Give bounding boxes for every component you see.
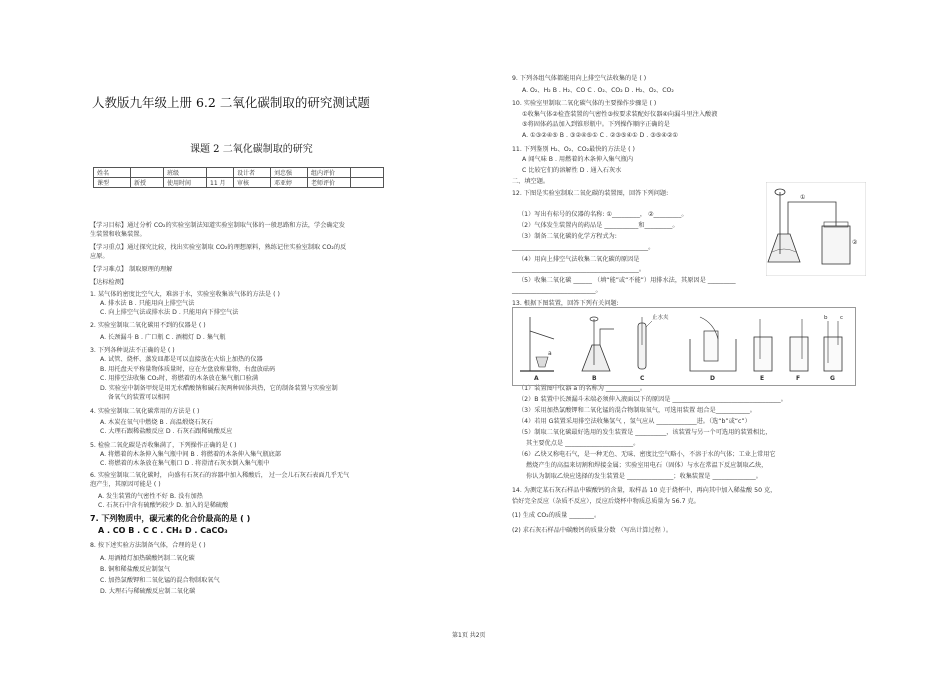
text-line: （2）B 装置中长颈漏斗末端必须伸入液面以下的原因是 ___________________________________。 bbox=[518, 396, 787, 403]
text-line: B. 铜和稀盐酸反应制氢气 bbox=[100, 566, 171, 573]
text-line: 你认为制取乙炔应选择的发生装置是 _______________；收集装置是 ______________。 bbox=[526, 473, 762, 480]
q13-apparatus-figure bbox=[514, 309, 854, 382]
table-cell: 姓名 bbox=[94, 168, 131, 178]
text-line: （3）采用加热氯酸钾和二氧化锰的混合物制取氧气，可选用装置 组合是___________。 bbox=[518, 407, 756, 414]
table-cell: 邓亚婷 bbox=[271, 178, 308, 188]
table-cell: 设计者 bbox=[234, 168, 271, 178]
label-c: c bbox=[840, 315, 844, 321]
table-cell bbox=[131, 168, 164, 178]
text-line: A. 将燃着的木条伸入集气瓶中间 B . 将燃着的木条伸入集气瓶底部 bbox=[100, 451, 282, 458]
info-table bbox=[93, 167, 384, 188]
text-line: （3）制备二氧化碳的化学方程式为: bbox=[518, 233, 617, 240]
text-line: 泡产生，其原因可能是 ( ) bbox=[90, 481, 161, 488]
text-line: 2. 实验室制取二氧化碳用不到的仪器是 ( ) bbox=[90, 322, 206, 329]
text-line: A. 排水法 B . 只能用向上排空气法 bbox=[100, 300, 195, 307]
text-line: 【学习重点】通过探究比较，找出实验室制取 CO₂的理想原料，熟练记住实验室制取 CO₂的反 bbox=[90, 244, 347, 251]
label-D: D bbox=[710, 375, 715, 382]
text-line: D. 大理石与稀硫酸反应制二氧化碳 bbox=[100, 588, 196, 595]
text-line: A . CO B . C C . CH₄ D . CaCO₃ bbox=[98, 526, 228, 535]
table-cell: 组内评价 bbox=[308, 168, 351, 178]
text-line: （6）乙炔又称电石气，是一种无色、无味、密度比空气略小，不溶于水的气体；工业上常用它 bbox=[518, 451, 776, 458]
label-F: F bbox=[796, 375, 801, 382]
text-line: C. 向上排空气法或排水法 D . 只能用向下排空气法 bbox=[100, 309, 239, 316]
table-row bbox=[94, 168, 384, 178]
text-line: 应原。 bbox=[90, 253, 109, 260]
text-line: 14. 为测定某石灰石样品中碳酸钙的含量，取样品 10 克于烧杯中，再向其中加入稀盐酸 50 克， bbox=[512, 487, 777, 494]
text-line: 8. 按下述实验方法制备气体，合理的是 ( ) bbox=[90, 542, 206, 549]
text-line: A 闻气味 B . 用燃着的木条伸入集气瓶内 bbox=[522, 156, 634, 163]
table-row bbox=[94, 178, 384, 188]
page-title: 人教版九年级上册 6.2 二氧化碳制取的研究测试题 bbox=[92, 95, 370, 110]
text-line: C. 大理石跟稀盐酸反应 D . 石灰石跟稀硫酸反应 bbox=[100, 428, 233, 435]
text-line: _________________________________________。 bbox=[512, 266, 646, 273]
text-line: ____________________________________________。 bbox=[512, 244, 655, 251]
text-line: 恰好完全反应（杂质不反应），反应后烧杯中物质总质量为 56.7 克。 bbox=[512, 498, 700, 505]
table-cell: 新授 bbox=[131, 178, 164, 188]
text-line: 【学习难点】 制取原理的理解 bbox=[90, 266, 173, 273]
text-line: 10. 实验室里制取二氧化碳气体的主要操作步骤是 ( ) bbox=[512, 100, 657, 107]
label-C: C bbox=[640, 375, 645, 382]
text-line: ___________________________。 bbox=[512, 287, 602, 294]
page-footer: 第1页 共2页 bbox=[452, 632, 486, 639]
text-line: 4. 实验室制取二氧化碳常用的方法是 ( ) bbox=[90, 408, 200, 415]
text-line: 生装置和收集装置。 bbox=[90, 231, 146, 238]
label-A: A bbox=[534, 375, 539, 382]
lesson-subtitle: 课题 2 二氧化碳制取的研究 bbox=[190, 144, 313, 155]
text-line: 11. 下列鉴别 H₂、O₂、CO₂最快的方法是 ( ) bbox=[512, 146, 635, 153]
text-line: 3. 下列各种说法不正确的是 ( ) bbox=[90, 347, 175, 354]
text-line: 9. 下列各组气体都能用向上排空气法收集的是 ( ) bbox=[512, 75, 647, 82]
text-line: 备氧气的装置可以相同 bbox=[108, 394, 170, 401]
text-line: 燃烧产生的高温来切割和焊接金属；实验室用电石（固体）与水在常温下反应制取乙炔， bbox=[526, 462, 768, 469]
table-cell: 班级 bbox=[164, 168, 207, 178]
text-line: （5）制取二氧化碳最好选用的发生装置是 __________，该装置与另一个可选用的装置相比， bbox=[518, 429, 772, 436]
text-line: C. 将燃着的木条放在集气瓶口 D . 将澄清石灰水倒入集气瓶中 bbox=[100, 460, 270, 467]
text-line: 5. 检验二氧化碳是否收集满了，下列操作正确的是 ( ) bbox=[90, 442, 237, 449]
text-line: A. 木炭在氧气中燃烧 B . 高温煅烧石灰石 bbox=[100, 419, 213, 426]
table-cell bbox=[351, 178, 384, 188]
text-line: 12. 下图是实验室制取二氧化碳的装置图，回答下列问题: bbox=[512, 190, 669, 197]
co2-apparatus-figure bbox=[766, 182, 866, 276]
text-line: A. ①③②④⑤ B . ③②④⑤① C . ②③⑤④① D . ③⑤④②① bbox=[522, 132, 678, 139]
table-cell bbox=[207, 168, 234, 178]
text-line: 1. 某气体的密度比空气大，难溶于水，实验室收集该气体的方法是 ( ) bbox=[90, 291, 280, 298]
text-line: C. 用排空法收集 CO₂时，将燃着的木条放在集气瓶口验满 bbox=[100, 375, 259, 382]
text-line: （1）装置图中仪器 a 的名称为 ___________。 bbox=[518, 385, 647, 392]
text-line: (1) 生成 CO₂的质量 ________。 bbox=[512, 512, 601, 519]
table-cell: 审核 bbox=[234, 178, 271, 188]
text-line: C. 石灰石中含有硫酸钙较少 D. 加入的是稀硫酸 bbox=[98, 502, 229, 509]
text-line: ⑤将固体药品加入到锥形瓶中。下列操作顺序正确的是 bbox=[522, 121, 670, 128]
text-line: ①收集气体②检查装置的气密性③按要求装配好仪器④向漏斗里注入酸液 bbox=[522, 111, 718, 118]
text-line: A. 用酒精灯加热碳酸钙制二氧化碳 bbox=[100, 555, 195, 562]
text-line: 【达标检测】 bbox=[90, 279, 128, 286]
label-b: b bbox=[824, 315, 828, 321]
text-line: 其主要优点是 ______________________。 bbox=[526, 440, 640, 447]
label-B: B bbox=[592, 375, 597, 382]
text-line: A. 试管、烧杯、蒸发皿都是可以直接放在火焰上加热的仪器 bbox=[100, 356, 263, 363]
table-cell: 使用时间 bbox=[164, 178, 207, 188]
text-line: D. 实验室中制备甲烷是用无水醋酸钠和碱石灰两种固体共热，它的制备装置与实验室制 bbox=[100, 385, 338, 392]
text-line: A. O₂、H₂ B . H₂、CO C . O₂、CO₂ D . H₂、O₂、CO₂ bbox=[522, 87, 674, 94]
text-line: A. 长颈漏斗 B . 广口瓶 C . 酒精灯 D . 集气瓶 bbox=[100, 334, 226, 341]
text-line: (2) 求石灰石样品中碳酸钙的质量分数 （写出计算过程 ）。 bbox=[512, 527, 673, 534]
text-line: 【学习目标】通过分析 CO₂的实验室制法知道实验室制取气体的一般思路和方法，学会确定发 bbox=[90, 222, 345, 229]
text-line: 二、填空题。 bbox=[512, 178, 550, 185]
text-line: （4）若用 G装置采用排空法收集氢气 ，氢气应从 _____________进。（选“b”或“c”） bbox=[518, 418, 751, 425]
table-cell: 刘忠强 bbox=[271, 168, 308, 178]
table-cell: 老师评价 bbox=[308, 178, 351, 188]
label-E: E bbox=[760, 375, 765, 382]
text-line: 7. 下列物质中，碳元素的化合价最高的是 ( ) bbox=[90, 514, 251, 523]
label-G: G bbox=[830, 375, 835, 382]
text-line: 13. 根据下图装置，回答下列有关问题: bbox=[512, 300, 619, 307]
text-line: （2）气体发生装置内的药品是 ___________和_________。 bbox=[518, 222, 679, 229]
figure-label-2: ② bbox=[852, 239, 858, 246]
text-line: 6. 实验室制取二氧化碳时， 向盛有石灰石的容器中加入稀酸后， 过一会儿石灰石表面几乎无气 bbox=[90, 472, 350, 479]
text-line: （4）用向上排空气法收集二氧化碳的原因是 bbox=[518, 256, 640, 263]
text-line: C. 加热氯酸钾和二氧化锰的混合物制取氧气 bbox=[100, 577, 220, 584]
text-line: A. 发生装置的气密性不好 B. 没有加热 bbox=[98, 493, 203, 500]
text-line: C 比较它们的溶解性 D . 通入石灰水 bbox=[522, 167, 622, 174]
table-cell: 课型 bbox=[94, 178, 131, 188]
clip-label: 止水夹 bbox=[652, 315, 669, 321]
label-a: a bbox=[548, 350, 552, 357]
figure-label-1: ① bbox=[800, 194, 806, 201]
text-line: B. 用托盘天平称量物体质量时，应在左盘放称量物，右盘放砝码 bbox=[100, 366, 276, 373]
table-cell: 11 月 bbox=[207, 178, 234, 188]
text-line: （5）收集二氧化碳 ______ （填“能”或“不能”）用排水法，其原因是 _________ bbox=[518, 277, 736, 284]
table-cell bbox=[351, 168, 384, 178]
text-line: （1）写出有标号的仪器的名称: ①_________， ②_________。 bbox=[518, 211, 688, 218]
